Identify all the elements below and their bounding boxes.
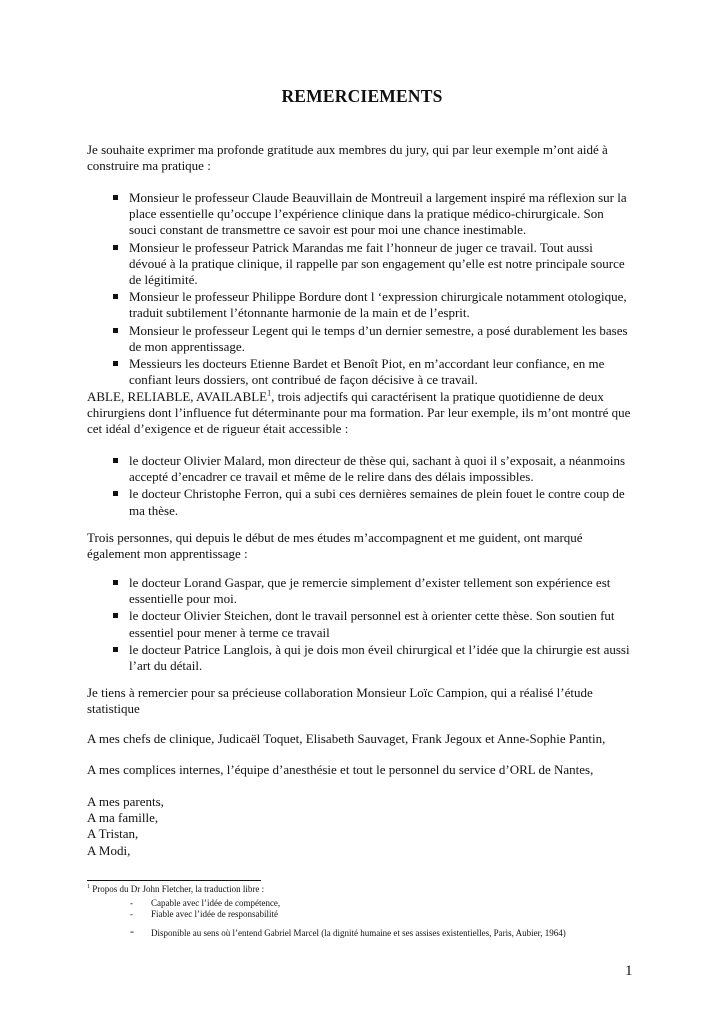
list-item: le docteur Olivier Steichen, dont le travail personnel est à orienter cette thèse. Son soutien fut essentiel pour mener à terme ce travail xyxy=(108,608,632,640)
square-bullet-icon xyxy=(113,294,118,299)
list-item: Monsieur le professeur Legent qui le temps d’un dernier semestre, a posé durablement les bases de mon apprentissage. xyxy=(108,323,632,355)
footnote-intro: $^1$ Propos du Dr John Fletcher, la traduction libre : xyxy=(87,884,265,894)
page-title: REMERCIEMENTS xyxy=(281,86,443,106)
footnote-item: Fiable avec l’idée de responsabilité xyxy=(151,909,278,919)
list-item: Monsieur le professeur Claude Beauvillain de Montreuil a largement inspiré ma réflexion sur la place essentielle qu’occupe l’expérience clinique dans la pratique médico-chirurgicale. Son souci constant de transmettre ce savoir est pour moi une chance inestimable. xyxy=(108,190,632,239)
square-bullet-icon xyxy=(113,647,118,652)
able-paragraph: ABLE, RELIABLE, AVAILABLE$^1$, trois adjectifs qui caractérisent la pratique quotidienne de deux chirurgiens dont l’influence fut déterminante pour ma formation. Par leur exemple, ils m’ont montré que cet idéal d’exigence et de rigueur était accessible : xyxy=(87,388,631,437)
jury-list xyxy=(108,190,632,389)
footnote-rule xyxy=(87,880,261,881)
list-item: le docteur Lorand Gaspar, que je remercie simplement d’exister tellement son expérience est essentielle pour moi. xyxy=(108,575,632,607)
family-block xyxy=(87,794,632,859)
list-item: le docteur Olivier Malard, mon directeur de thèse qui, sachant à quoi il s’exposait, a néanmoins accepté d’encadrer ce travail et même de le relire dans des délais impossibles. xyxy=(108,453,632,485)
footnote-reference: 1 xyxy=(267,388,272,398)
list-item: Messieurs les docteurs Etienne Bardet et Benoît Piot, en m’accordant leur confiance, en me confiant leurs dossiers, ont contribué de façon décisive à ce travail. xyxy=(108,356,632,388)
internes-paragraph: A mes complices internes, l’équipe d’anesthésie et tout le personnel du service d’ORL de Nantes, xyxy=(87,762,594,777)
intro-paragraph: Je souhaite exprimer ma profonde gratitude aux membres du jury, qui par leur exemple m’ont aidé à construire ma pratique : xyxy=(87,142,608,174)
surgeons-list xyxy=(108,453,632,520)
square-bullet-icon xyxy=(113,195,118,200)
square-bullet-icon xyxy=(113,328,118,333)
list-item: le docteur Christophe Ferron, qui a subi ces dernières semaines de plein fouet le contre coup de ma thèse. xyxy=(108,486,632,518)
footnote-item: Disponible au sens où l’entend Gabriel Marcel (la dignité humaine et ses assises existentielles, Paris, Aubier, 1964) xyxy=(151,928,566,938)
chefs-paragraph: A mes chefs de clinique, Judicaël Toquet, Elisabeth Sauvaget, Frank Jegoux et Anne-Sophie Pantin, xyxy=(87,731,606,746)
list-item: Monsieur le professeur Patrick Marandas me fait l’honneur de juger ce travail. Tout aussi dévoué à la pratique clinique, il rappelle par son engagement qu’elle est notre principale source de légitimité. xyxy=(108,240,632,289)
square-bullet-icon xyxy=(113,491,118,496)
list-item: Monsieur le professeur Philippe Bordure dont l ‘expression chirurgicale notamment otologique, traduit subtilement l’étonnante harmonie de la main et de l’esprit. xyxy=(108,289,632,321)
family-line: A ma famille, xyxy=(87,810,159,826)
campion-paragraph: Je tiens à remercier pour sa précieuse collaboration Monsieur Loïc Campion, qui a réalisé l’étude statistique xyxy=(87,685,593,717)
footnote-dash: - xyxy=(130,924,134,938)
square-bullet-icon xyxy=(113,245,118,250)
three-list xyxy=(108,575,632,675)
family-line: A Modi, xyxy=(87,842,131,858)
square-bullet-icon xyxy=(113,613,118,618)
footnote-dash: - xyxy=(130,909,133,919)
three-intro-paragraph: Trois personnes, qui depuis le début de mes études m’accompagnent et me guident, ont marqué également mon apprentissage : xyxy=(87,530,583,562)
square-bullet-icon xyxy=(113,361,118,366)
square-bullet-icon xyxy=(113,458,118,463)
square-bullet-icon xyxy=(113,580,118,585)
family-line: A Tristan, xyxy=(87,826,139,842)
footnote-item: Capable avec l’idée de compétence, xyxy=(151,898,281,908)
page-number: 1 xyxy=(625,963,633,979)
family-line: A mes parents, xyxy=(87,794,164,809)
footnote-dash: - xyxy=(130,898,133,908)
list-item: le docteur Patrice Langlois, à qui je dois mon éveil chirurgical et l’idée que la chirurgie est aussi l’art du détail. xyxy=(108,642,632,674)
